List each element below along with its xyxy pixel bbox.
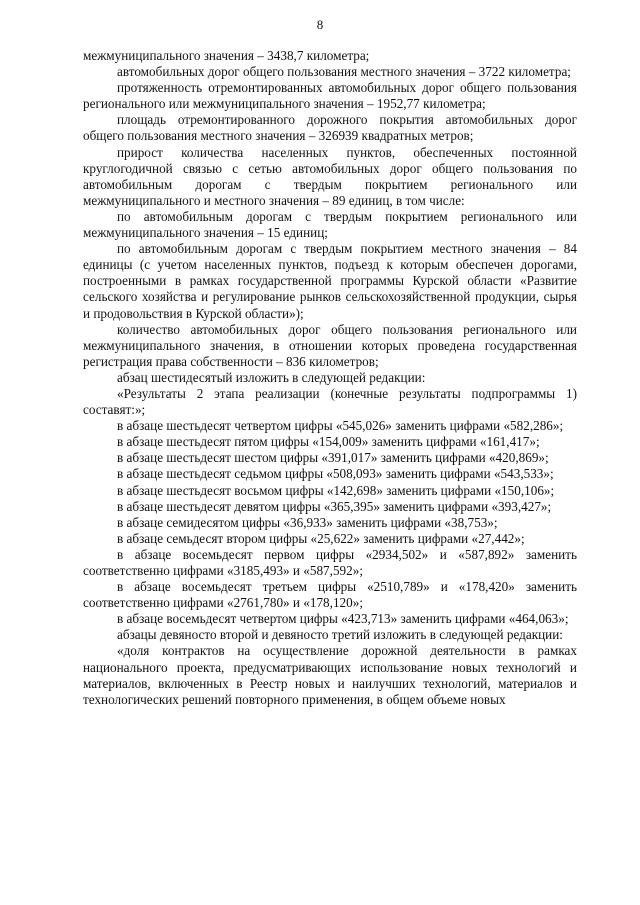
paragraph: в абзаце шестьдесят восьмом цифры «142,698» заменить цифрами «150,106»; [117,482,555,498]
paragraph: «Результаты 2 этапа реализации (конечные результаты подпрограммы 1) составят:»; [83,385,577,418]
paragraph: по автомобильным дорогам с твердым покрытием регионального или межмуниципального значения – 15 единиц; [83,208,577,241]
paragraph: в абзаце восемьдесят первом цифры «2934,502» и «587,892» заменить соответственно цифрами «3185,493» и «587,592»; [83,546,577,578]
paragraph: абзац шестидесятый изложить в следующей редакции: [117,369,426,385]
document-body [83,48,577,708]
paragraph: в абзаце семьдесят втором цифры «25,622» заменить цифрами «27,442»; [117,530,525,546]
paragraph: протяженность отремонтированных автомобильных дорог общего пользования регионального или межмуниципального значения – 1952,77 километра; [83,80,577,112]
paragraph: в абзаце восемьдесят четвертом цифры «423,713» заменить цифрами «464,063»; [117,611,569,627]
page-number: 8 [316,17,324,32]
paragraph: в абзаце шестьдесят четвертом цифры «545,026» заменить цифрами «582,286»; [117,418,564,434]
paragraph: автомобильных дорог общего пользования местного значения – 3722 километра; [117,64,571,80]
paragraph: в абзаце шестьдесят пятом цифры «154,009» заменить цифрами «161,417»; [117,434,540,450]
paragraph: абзацы девяносто второй и девяносто третий изложить в следующей редакции: [117,627,563,643]
paragraph: прирост количества населенных пунктов, обеспеченных постоянной круглогодичной связью с сетью автомобильных дорог общего пользования по автомобильным дорогам с твердым покрытием регионального или межмуниципального и местного значения – 89 единиц, в том числе: [83,144,577,208]
paragraph: «доля контрактов на осуществление дорожной деятельности в рамках национального проекта, предусматривающих использование новых технологий и материалов, включенных в Реестр новых и наилучших технологий, материалов и технологических решений повторного применения, в общем объеме новых [83,643,577,707]
paragraph: в абзаце восемьдесят третьем цифры «2510,789» и «178,420» заменить соответственно цифрами «2761,780» и «178,120»; [83,579,577,611]
paragraph: по автомобильным дорогам с твердым покрытием местного значения – 84 единицы (с учетом населенных пунктов, подъезд к которым обеспечен дорогами, построенными в рамках государственной программы Курской области «Развитие сельского хозяйства и регулирование рынков сельскохозяйственной продукции, сырья и продовольствия в Курской области»); [83,241,577,321]
paragraph: в абзаце шестьдесят девятом цифры «365,395» заменить цифрами «393,427»; [117,498,552,514]
paragraph: в абзаце шестьдесят седьмом цифры «508,093» заменить цифрами «543,533»; [117,466,554,482]
paragraph: межмуниципального значения – 3438,7 километра; [83,48,370,63]
paragraph: в абзаце шестьдесят шестом цифры «391,017» заменить цифрами «420,869»; [117,450,549,466]
paragraph: количество автомобильных дорог общего пользования регионального или межмуниципального значения, в отношении которых проведена государственная регистрация права собственности – 836 километров; [83,321,577,369]
paragraph: площадь отремонтированного дорожного покрытия автомобильных дорог общего пользования местного значения – 326939 квадратных метров; [83,112,577,144]
paragraph: в абзаце семидесятом цифры «36,933» заменить цифрами «38,753»; [117,514,498,530]
